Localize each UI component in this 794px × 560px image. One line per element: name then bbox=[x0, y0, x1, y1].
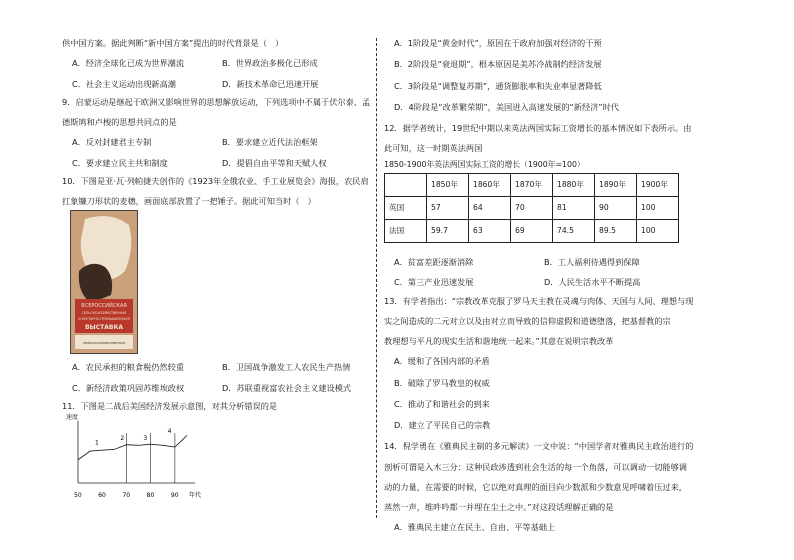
q10-option-d: D．苏联重视富农社会主义建设模式 bbox=[222, 382, 352, 393]
q14-option-a: A．雅典民主建立在民主、自由、平等基础上 bbox=[394, 522, 556, 533]
q10-options bbox=[72, 362, 372, 393]
table-cell: 69 bbox=[511, 220, 553, 243]
q12-option-c: C．第三产业迅速发展 bbox=[394, 277, 474, 288]
q8-option-d: D．新技术革命已迅速开展 bbox=[222, 78, 319, 89]
x-tick-label: 60 bbox=[98, 492, 106, 499]
q12-stem-line1: 12．据学者统计，19世纪中期以来英法两国实际工资增长的基本情况如下表所示。由 bbox=[384, 123, 692, 133]
us-economy-chart bbox=[62, 413, 372, 503]
q13-option-d: D．建立了平民自己的宗教 bbox=[394, 420, 491, 431]
q11-stem: 11．下图是二战后美国经济发展示意图，对其分析错误的是 bbox=[62, 400, 278, 411]
poster-illustration bbox=[71, 211, 137, 353]
q14-stem-line4: 蒸然一声，维吽吟都一并埋在尘土之中。”对这段话理解正确的是 bbox=[384, 502, 614, 513]
table-cell: 81 bbox=[553, 197, 595, 220]
x-tick-label: 50 bbox=[74, 492, 82, 499]
wage-table bbox=[384, 173, 679, 243]
table-header-row bbox=[385, 174, 679, 197]
table-cell: 法国 bbox=[385, 220, 427, 243]
q13-option-b: B．破除了罗马教皇的权威 bbox=[394, 377, 490, 388]
table-cell: 英国 bbox=[385, 197, 427, 220]
q9-options bbox=[72, 137, 372, 168]
table-cell: 89.5 bbox=[595, 220, 637, 243]
poster-text-line4: ВЫСТАВКА bbox=[84, 324, 124, 332]
q13-stem-line1: 13．有学者指出：“宗教改革克服了罗马天主教在灵魂与肉体、天国与人间、理想与现 bbox=[384, 295, 694, 306]
q9-option-c: C．要求建立民主共和制度 bbox=[72, 157, 168, 168]
x-axis-label: 年代 bbox=[189, 492, 202, 499]
y-axis-label: 速度 bbox=[66, 414, 79, 421]
q10-option-c: C．新经济政策巩固苏维埃政权 bbox=[72, 382, 185, 393]
stage-label: 3 bbox=[143, 435, 148, 443]
q12-option-d: D．人民生活水平不断提高 bbox=[544, 277, 641, 288]
stage-label: 4 bbox=[167, 428, 172, 436]
q11-option-d: D．4阶段是“改革繁荣期”，美国进入高速发展的“新经济”时代 bbox=[394, 101, 619, 112]
x-tick-label: 80 bbox=[146, 492, 155, 499]
q9-option-a: A．反对封建君主专制 bbox=[72, 137, 152, 148]
q13-option-c: C．推动了和谐社会的到来 bbox=[394, 398, 490, 409]
table-cell: 64 bbox=[469, 197, 511, 220]
us-economy-chart-svg bbox=[62, 413, 202, 501]
q14-stem-line1: 14．倪学勇在《雅典民主制的多元解读》一文中说：“中国学者对雅典民主政治进行的 bbox=[384, 441, 694, 452]
table-cell: 1860年 bbox=[469, 174, 511, 197]
wage-table-title: 1850-1900年英法两国实际工资的增长（1900年=100） bbox=[384, 159, 585, 169]
x-tick-label: 70 bbox=[122, 492, 131, 499]
q10-option-b: B．卫国战争激发工人农民生产热情 bbox=[222, 362, 351, 373]
q10-option-a: A．农民承担的粮食税仍然较重 bbox=[72, 362, 185, 373]
table-row bbox=[385, 220, 679, 243]
table-cell: 90 bbox=[595, 197, 637, 220]
q12-options bbox=[394, 257, 714, 288]
poster-text-line1: ВСЕРОССИЙСКАЯ bbox=[81, 303, 127, 310]
right-column bbox=[384, 38, 714, 544]
q8-options bbox=[72, 58, 372, 89]
q9-option-d: D．提倡自由平等和天赋人权 bbox=[222, 157, 327, 168]
q8-stem-tail: 供中国方案。据此判断“新中国方案”提出的时代背景是（ ） bbox=[62, 38, 284, 48]
table-cell: 59.7 bbox=[427, 220, 469, 243]
table-cell: 70 bbox=[511, 197, 553, 220]
table-cell: 63 bbox=[469, 220, 511, 243]
q14-stem-line2: 剖析可谓是入木三分：这种民政涉透到社会生活的每一个角落，可以调动一切能够调 bbox=[384, 461, 687, 472]
q12-option-a: A．贫富差距逐渐消除 bbox=[394, 257, 474, 268]
q13-stem-line3: 教理想与平凡的现实生活和谐地统一起来。”其意在说明宗教改革 bbox=[384, 336, 614, 347]
q12-option-b: B．工人福利待遇得到保障 bbox=[544, 257, 640, 268]
soviet-poster-image bbox=[70, 210, 138, 354]
q14-stem-line3: 动的力量，在需要的时候，它以绝对真理的面目向少数派和少数意见呼啸着压过来， bbox=[384, 481, 687, 492]
stage-label: 2 bbox=[120, 435, 125, 443]
q8-option-b: B．世界政治多极化已形成 bbox=[222, 58, 318, 69]
table-cell: 100 bbox=[637, 220, 679, 243]
table-cell: 57 bbox=[427, 197, 469, 220]
q13-option-a: A．缓和了各国内部的矛盾 bbox=[394, 356, 490, 367]
q11-option-b: B．2阶段是“衰退期”，根本原因是美苏冷战制约经济发展 bbox=[394, 59, 602, 70]
column-divider bbox=[376, 38, 377, 518]
table-cell: 74.5 bbox=[553, 220, 595, 243]
q13-stem-line2: 实之间造成的二元对立以及由对立而导致的信仰虚假和道德堕落，把基督教的宗 bbox=[384, 315, 671, 326]
table-row bbox=[385, 197, 679, 220]
table-cell: 1900年 bbox=[637, 174, 679, 197]
stage-label: 1 bbox=[94, 439, 99, 447]
table-cell: 1880年 bbox=[553, 174, 595, 197]
table-cell: 100 bbox=[637, 197, 679, 220]
q9-stem-line2: 德斯鸠和卢梭的思想共同点的是 bbox=[62, 117, 177, 127]
poster-text-line2: СЕЛЬСКОХОЗЯЙСТВЕННАЯ bbox=[81, 311, 127, 316]
q12-stem-line2: 此可知，这一时期英法两国 bbox=[384, 143, 483, 154]
table-cell: 1870年 bbox=[511, 174, 553, 197]
left-column bbox=[62, 38, 372, 503]
poster-footer-text: СЕЛЬСКОХОЗЯЙСТВЕННАЯ bbox=[82, 341, 126, 346]
q11-option-a: A．1阶段是“黄金时代”，原因在于政府加强对经济的干预 bbox=[394, 38, 602, 48]
table-cell bbox=[385, 174, 427, 197]
q10-stem-line1: 10．下图是亚·瓦·列帕捷夫创作的《1923年全俄农业、手工业展览会》海报，农民肩 bbox=[62, 175, 369, 186]
x-tick-label: 90 bbox=[170, 492, 179, 499]
q8-option-c: C．社会主义运动出现新高潮 bbox=[72, 78, 176, 89]
q9-stem-line1: 9．启蒙运动是继起于欧洲又影响世界的思想解放运动，下列选项中不属于伏尔泰、孟 bbox=[62, 96, 371, 107]
q8-option-a: A．经济全球化已成为世界潮流 bbox=[72, 58, 185, 69]
table-cell: 1890年 bbox=[595, 174, 637, 197]
q11-option-c: C．3阶段是“调整复苏期”，通货膨胀率和失业率显著降低 bbox=[394, 80, 602, 91]
q9-option-b: B．要求建立近代法治框架 bbox=[222, 137, 318, 148]
q10-stem-line2: 扛象镰刀形状的麦穗，画面底部放置了一把锤子。据此可知当时（ ） bbox=[62, 196, 316, 206]
table-cell: 1850年 bbox=[427, 174, 469, 197]
poster-text-line3: И КУСТАРНО-ПРОМЫШЛЕННАЯ bbox=[78, 317, 130, 322]
